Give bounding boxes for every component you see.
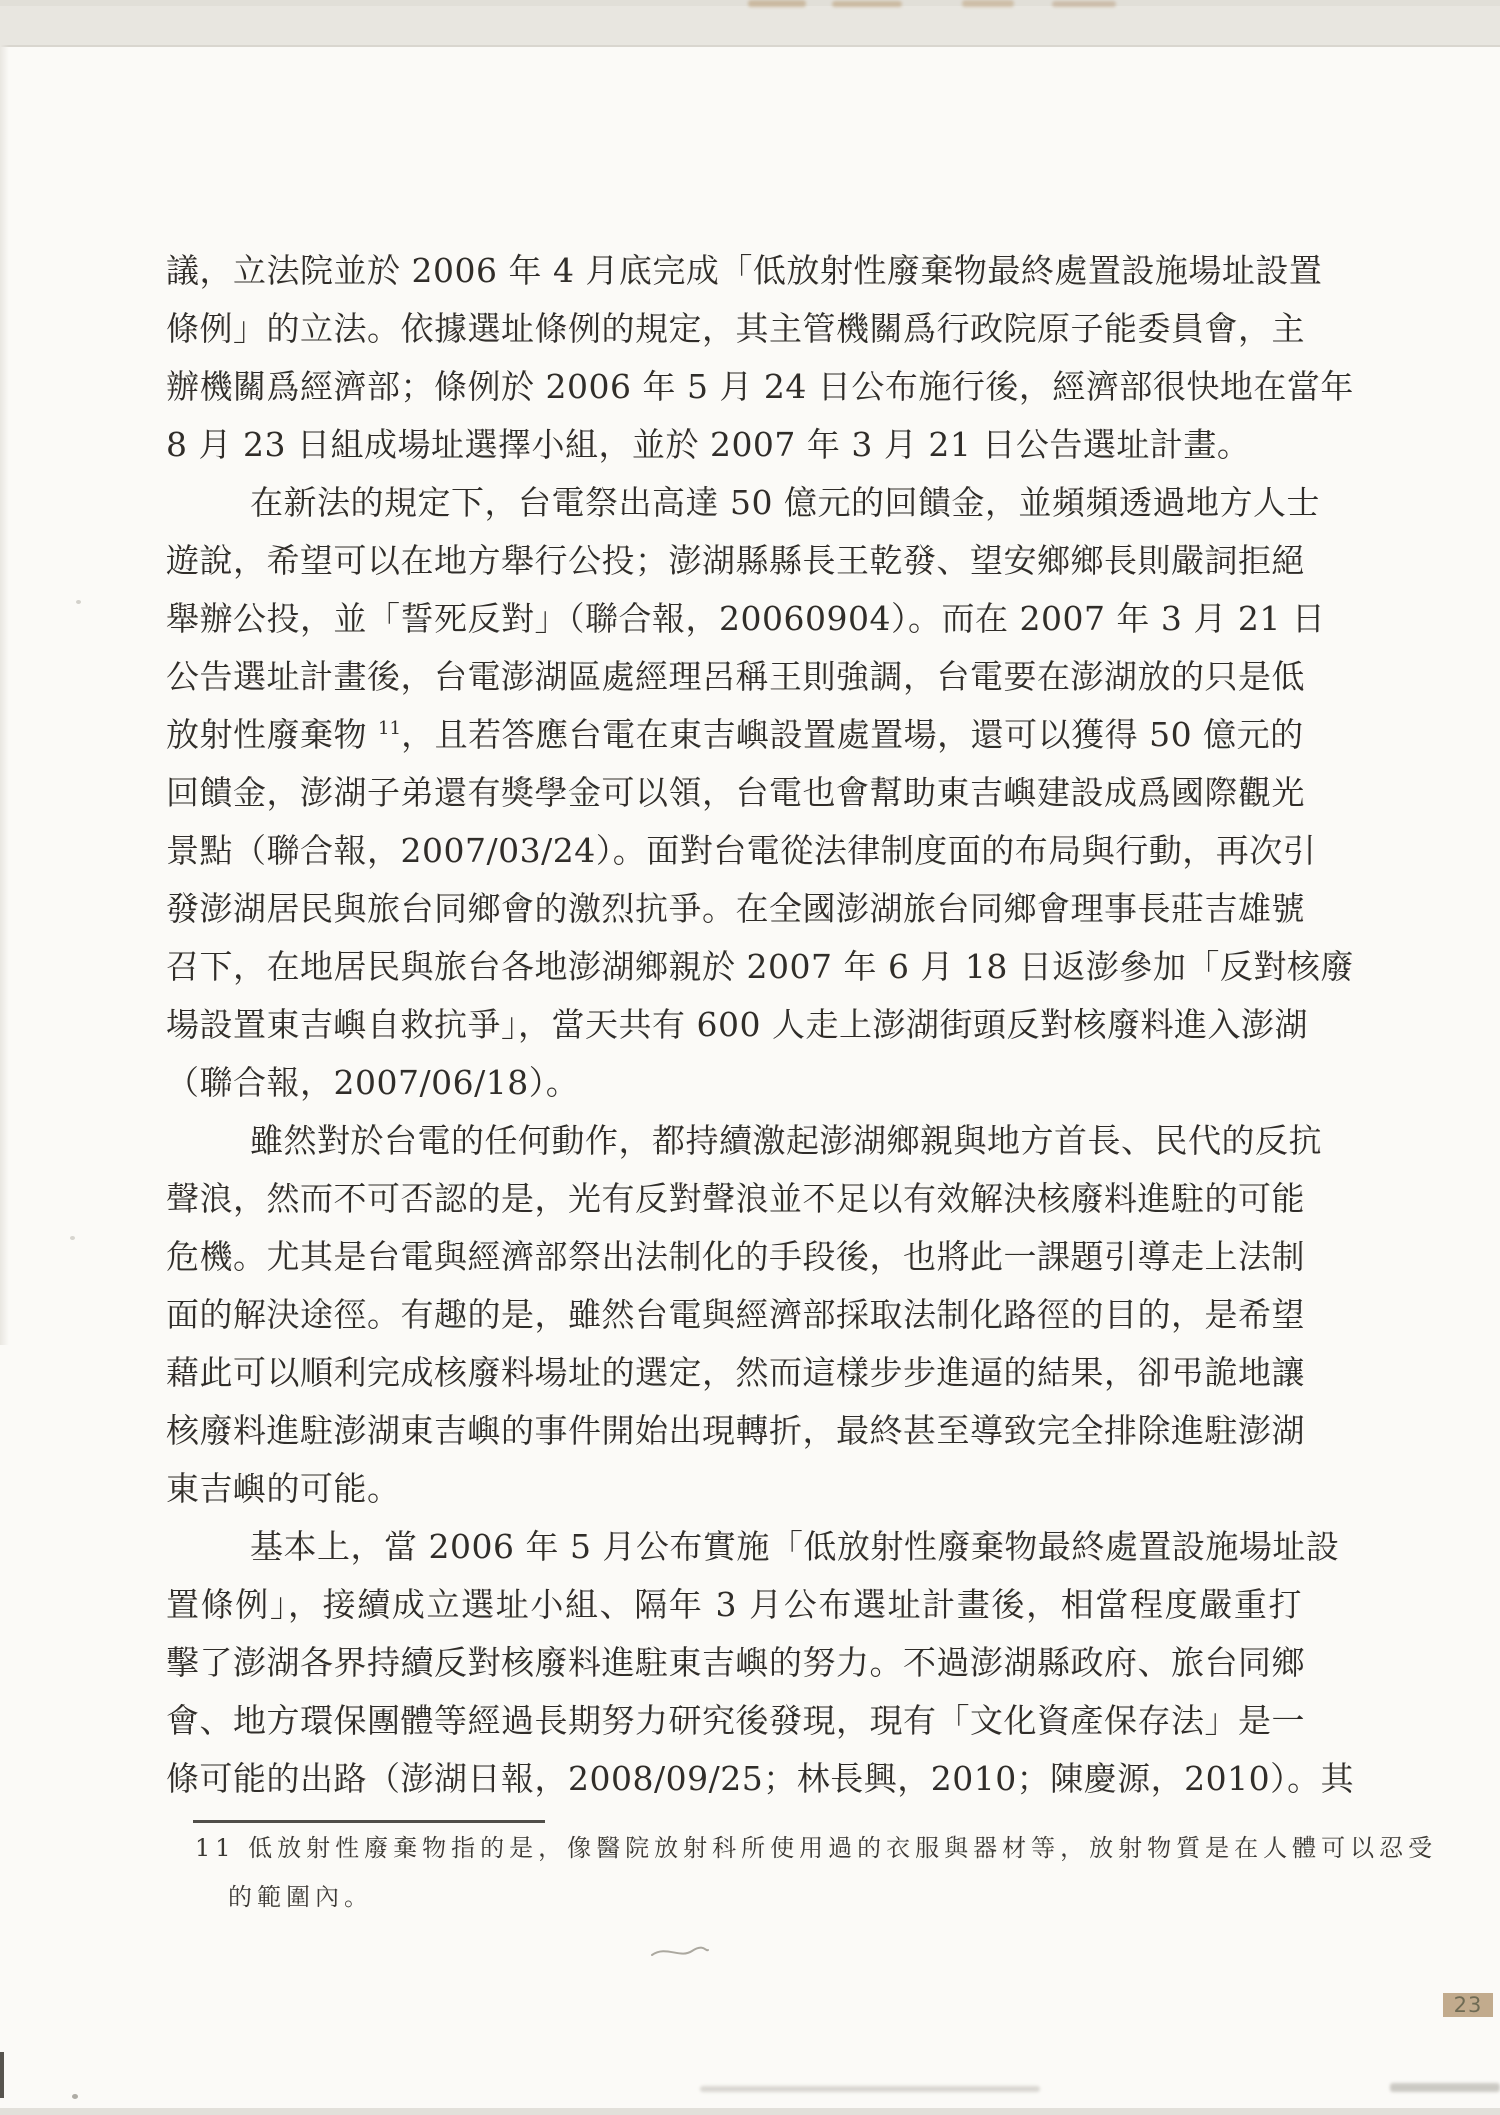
text-line: 辦機關爲經濟部；條例於 2006 年 5 月 24 日公布施行後，經濟部很快地在當年	[166, 367, 1354, 406]
text-line: 藉此可以順利完成核廢料場址的選定，然而這樣步步進逼的結果，卻弔詭地讓	[166, 1353, 1305, 1392]
body-text	[166, 242, 1355, 1808]
text-line: 東吉嶼的可能。	[166, 1469, 401, 1508]
pencil-mark	[648, 1942, 712, 1962]
text-line: 場設置東吉嶼自救抗爭」，當天共有 600 人走上澎湖街頭反對核廢料進入澎湖	[166, 1005, 1308, 1044]
scan-smudge	[1390, 2083, 1500, 2092]
text-line: 景點（聯合報，2007/03/24）。面對台電從法律制度面的布局與行動，再次引	[166, 831, 1317, 870]
paragraph	[166, 242, 1354, 474]
text-line: 危機。尤其是台電與經濟部祭出法制化的手段後，也將此一課題引導走上法制	[166, 1237, 1305, 1276]
footnote	[195, 1824, 1438, 1922]
text-line: 舉辦公投，並「誓死反對」（聯合報，20060904）。而在 2007 年 3 月 21 日	[166, 599, 1326, 638]
text-line: 在新法的規定下，台電祭出高達 50 億元的回饋金，並頻頻透過地方人士	[250, 483, 1320, 522]
footnote-separator	[193, 1820, 545, 1823]
text-line: 8 月 23 日組成場址選擇小組，並於 2007 年 3 月 21 日公告選址計畫。	[166, 425, 1251, 464]
text-line: 召下，在地居民與旅台各地澎湖鄉親於 2007 年 6 月 18 日返澎參加「反對核廢	[166, 947, 1354, 986]
scan-speck	[72, 2094, 78, 2099]
paragraph	[166, 1518, 1355, 1808]
page-number: 23	[1453, 1993, 1483, 2017]
footnote-line: 的範圍內。	[228, 1883, 373, 1911]
scan-smudge	[832, 1, 902, 7]
footnote-line: 11 低放射性廢棄物指的是，像醫院放射科所使用過的衣服與器材等，放射物質是在人體可以忍受	[195, 1834, 1438, 1862]
text-line: 議，立法院並於 2006 年 4 月底完成「低放射性廢棄物最終處置設施場址設置	[166, 251, 1323, 290]
text-line: （聯合報，2007/06/18）。	[166, 1063, 580, 1102]
scan-smudge	[1052, 1, 1116, 7]
scan-corner-mark	[0, 2052, 4, 2098]
text-line: 聲浪，然而不可否認的是，光有反對聲浪並不足以有效解決核廢料進駐的可能	[166, 1179, 1305, 1218]
text-line: 雖然對於台電的任何動作，都持續激起澎湖鄉親與地方首長、民代的反抗	[250, 1121, 1322, 1160]
text-line: 核廢料進駐澎湖東吉嶼的事件開始出現轉折，最終甚至導致完全排除進駐澎湖	[166, 1411, 1305, 1450]
scan-speck	[76, 600, 81, 604]
text-line: 回饋金，澎湖子弟還有獎學金可以領，台電也會幫助東吉嶼建設成爲國際觀光	[166, 773, 1305, 812]
text-line: 擊了澎湖各界持續反對核廢料進駐東吉嶼的努力。不過澎湖縣政府、旅台同鄉	[166, 1643, 1305, 1682]
page-top-edge	[0, 0, 1500, 47]
scan-speck	[70, 1236, 75, 1240]
scan-smudge	[748, 0, 806, 7]
text-line: 遊說，希望可以在地方舉行公投；澎湖縣縣長王乾發、望安鄉鄉長則嚴詞拒絕	[166, 541, 1305, 580]
paragraph	[166, 1112, 1322, 1518]
page-left-edge	[0, 45, 9, 1345]
text-line: 放射性廢棄物 $^{11}$，且若答應台電在東吉嶼設置處置場，還可以獲得 50 億元的	[166, 715, 1304, 754]
text-line: 會、地方環保團體等經過長期努力研究後發現，現有「文化資產保存法」是一	[166, 1701, 1305, 1740]
text-line: 條可能的出路（澎湖日報，2008/09/25；林長興，2010；陳慶源，2010）。其	[166, 1759, 1355, 1798]
footnote-reference: 11	[378, 718, 402, 739]
page-bottom-edge	[0, 2108, 1500, 2115]
text-line: 公告選址計畫後，台電澎湖區處經理呂稱王則強調，台電要在澎湖放的只是低	[166, 657, 1305, 696]
scan-smudge	[962, 0, 1014, 7]
paragraph	[166, 474, 1354, 1112]
text-line: 面的解決途徑。有趣的是，雖然台電與經濟部採取法制化路徑的目的，是希望	[166, 1295, 1305, 1334]
scan-smudge	[700, 2086, 1040, 2092]
text-line: 發澎湖居民與旅台同鄉會的激烈抗爭。在全國澎湖旅台同鄉會理事長莊吉雄號	[166, 889, 1305, 928]
page-number-tab	[1443, 1993, 1493, 2017]
text-line: 置條例」，接續成立選址小組、隔年 3 月公布選址計畫後，相當程度嚴重打	[166, 1585, 1302, 1624]
text-line: 基本上，當 2006 年 5 月公布實施「低放射性廢棄物最終處置設施場址設	[250, 1527, 1340, 1566]
text-line: 條例」的立法。依據選址條例的規定，其主管機關爲行政院原子能委員會，主	[166, 309, 1305, 348]
